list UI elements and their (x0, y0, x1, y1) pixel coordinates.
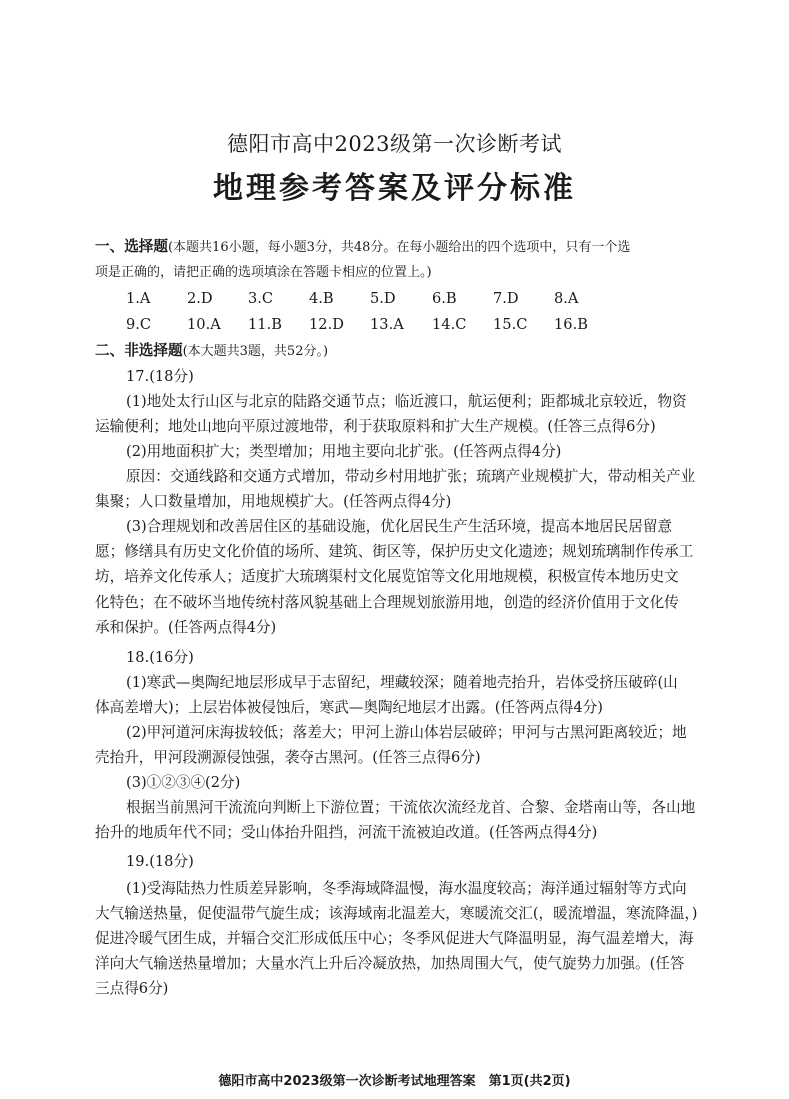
q18-1-line2: 体高差增大)；上层岩体被侵蚀后，寒武—奥陶纪地层才出露。(任答两点得4分) (95, 699, 603, 716)
q18-heading: 18.(16分) (126, 649, 194, 666)
q17-1-line2: 运输便利；地处山地向平原过渡地带，利于获取原料和扩大生产规模。(任答三点得6分) (95, 418, 656, 435)
section1-intro-a: (本题共16小题，每小题3分，共48分。在每小题给出的四个选项中，只有一个选 (167, 240, 631, 255)
q17-heading: 17.(18分) (126, 368, 194, 385)
q19-1-line4: 洋向大气输送热量增加；大量水汽上升后冷凝放热，加热周围大气，使气旋势力加强。(任答 (95, 955, 685, 972)
answer-8: 8.A (554, 290, 579, 307)
q18-1-line1: (1)寒武—奥陶纪地层形成早于志留纪，埋藏较深；随着地壳抬升，岩体受挤压破碎(山 (126, 674, 678, 691)
answer-9: 9.C (126, 316, 152, 333)
q17-1-line1: (1)地处太行山区与北京的陆路交通节点；临近渡口，航运便利；距都城北京较近，物资 (126, 393, 687, 410)
section1-heading-line (95, 238, 630, 257)
section2-heading-line (95, 342, 328, 361)
section2-intro: (本大题共3题，共52分。) (182, 344, 329, 359)
q17-3-line1: (3)合理规划和改善居住区的基础设施，优化居民生产生活环境，提高本地居民居留意 (126, 518, 673, 535)
q19-1-line2: 大气输送热量，促使温带气旋生成；该海域南北温差大，寒暖流交汇(，暖流增温，寒流降温，) (95, 905, 698, 922)
q17-3-line4: 化特色；在不破坏当地传统村落风貌基础上合理规划旅游用地，创造的经济价值用于文化传 (95, 594, 679, 611)
q17-2-reason-line2: 集聚；人口数量增加，用地规模扩大。(任答两点得4分) (95, 493, 452, 510)
page-footer: 德阳市高中2023级第一次诊断考试地理答案 第1页(共2页) (218, 1074, 571, 1089)
answer-16: 16.B (554, 316, 588, 333)
answer-11: 11.B (248, 316, 282, 333)
q17-3-line2: 愿；修缮具有历史文化价值的场所、建筑、街区等，保护历史文化遗迹；规划琉璃制作传承工 (95, 543, 694, 560)
q17-2-line1: (2)用地面积扩大；类型增加；用地主要向北扩张。(任答两点得4分) (126, 443, 562, 460)
q19-heading: 19.(18分) (126, 853, 194, 870)
q19-1-line3: 促进冷暖气团生成，并辐合交汇形成低压中心；冬季风促进大气降温明显，海气温差增大，海 (95, 930, 694, 947)
exam-title: 德阳市高中2023级第一次诊断考试 (227, 132, 562, 156)
q18-3-line2: 根据当前黑河干流流向判断上下游位置；干流依次流经龙首、合黎、金塔南山等，各山地 (126, 799, 696, 816)
section1-intro-b: 项是正确的，请把正确的选项填涂在答题卡相应的位置上。) (95, 265, 432, 280)
q17-3-line3: 坊，培养文化传承人；适度扩大琉璃渠村文化展览馆等文化用地规模，积极宣传本地历史文 (95, 568, 679, 585)
q18-2-line2: 壳抬升，甲河段溯源侵蚀强，袭夺古黑河。(任答三点得6分) (95, 749, 481, 766)
answer-3: 3.C (248, 290, 274, 307)
answer-4: 4.B (309, 290, 334, 307)
q18-3-line3: 抬升的地质年代不同；受山体抬升阻挡，河流干流被迫改道。(任答两点得4分) (95, 824, 598, 841)
q19-1-line5: 三点得6分) (95, 980, 169, 997)
answer-7: 7.D (493, 290, 519, 307)
q18-3-line1: (3)①②③④(2分) (126, 774, 241, 791)
answer-12: 12.D (309, 316, 344, 333)
answer-6: 6.B (432, 290, 457, 307)
section1-heading: 一、选择题 (95, 238, 168, 255)
answer-13: 13.A (370, 316, 404, 333)
q17-2-reason-line1: 原因：交通线路和交通方式增加，带动乡村用地扩张；琉璃产业规模扩大，带动相关产业 (126, 468, 696, 485)
q19-1-line1: (1)受海陆热力性质差异影响，冬季海域降温慢，海水温度较高；海洋通过辐射等方式向 (126, 880, 687, 897)
answer-10: 10.A (187, 316, 221, 333)
answer-5: 5.D (370, 290, 396, 307)
document-title: 地理参考答案及评分标准 (213, 171, 576, 206)
section2-heading: 二、非选择题 (95, 342, 183, 359)
q17-3-line5: 承和保护。(任答两点得4分) (95, 619, 277, 636)
answer-14: 14.C (432, 316, 467, 333)
answer-15: 15.C (493, 316, 528, 333)
answer-2: 2.D (187, 290, 213, 307)
q18-2-line1: (2)甲河道河床海拔较低；落差大；甲河上游山体岩层破碎；甲河与古黑河距离较近；地 (126, 724, 687, 741)
answer-1: 1.A (126, 290, 151, 307)
